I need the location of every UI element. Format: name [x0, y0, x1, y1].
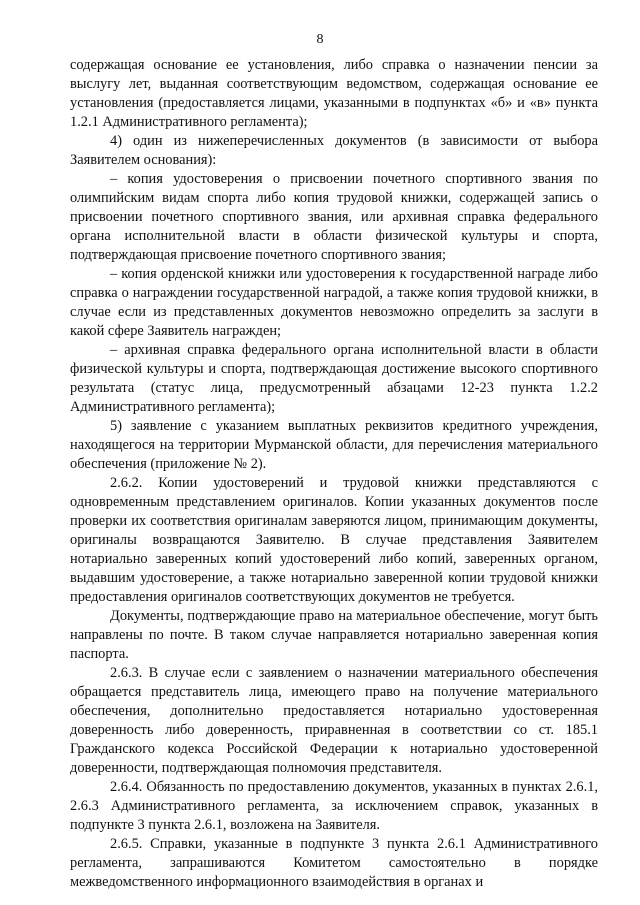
paragraph-pension-reference: содержащая основание ее установления, либо справка о назначении пенсии за выслугу лет, выданная соответствующим ведомством, содержащая основание ее установления (предоставляется лицами, указанными в подпунктах «б» и «в» пункта 1.2.1 Административного регламента); [70, 57, 598, 130]
paragraph-2-6-5: 2.6.5. Справки, указанные в подпункте 3 пункта 2.6.1 Административного регламента, запрашиваются Комитетом самостоятельно в порядке межведомственного информационного взаимодействия в органах и [70, 836, 598, 890]
paragraph-archive-certificate: – архивная справка федерального органа исполнительной власти в области физической культуры и спорта, подтверждающая достижение высокого спортивного результата (статус лица, предусмотренный абзацами 12-23 пункта 1.2.2 Административного регламента); [70, 342, 598, 415]
paragraph-order-book-copy: – копия орденской книжки или удостоверения к государственной награде либо справка о награждении государственной наградой, а также копия трудовой книжки, в случае если из представленных документов невозможно определить за заслуги в какой сфере Заявитель награжден; [70, 266, 598, 339]
paragraph-postal-documents: Документы, подтверждающие право на материальное обеспечение, могут быть направлены по почте. В таком случае направляется нотариально заверенная копия паспорта. [70, 608, 598, 662]
page-number: 8 [316, 32, 324, 47]
paragraph-item-4: 4) один из нижеперечисленных документов (в зависимости от выбора Заявителем основания): [70, 133, 598, 168]
document-body [70, 56, 598, 892]
paragraph-2-6-2: 2.6.2. Копии удостоверений и трудовой книжки представляются с одновременным представлением оригиналов. Копии указанных документов после проверки их соответствия оригиналам заверяются лицом, принимающим документы, оригиналы возвращаются Заявителю. В случае представления Заявителем нотариально заверенных копий удостоверений либо копий, заверенных органом, выдавшим удостоверение, а также нотариально заверенной копии трудовой книжки предоставления оригиналов соответствующих документов не требуется. [70, 475, 598, 605]
paragraph-2-6-3: 2.6.3. В случае если с заявлением о назначении материального обеспечения обращается представитель лица, имеющего право на получение материального обеспечения, дополнительно предоставляется нотариально удостоверенная доверенность либо доверенность, приравненная в соответствии со ст. 185.1 Гражданского кодекса Российской Федерации к нотариально удостоверенной доверенности, подтверждающая полномочия представителя. [70, 665, 598, 776]
paragraph-item-5: 5) заявление с указанием выплатных реквизитов кредитного учреждения, находящегося на территории Мурманской области, для перечисления материального обеспечения (приложение № 2). [70, 418, 598, 472]
paragraph-sport-title-copy: – копия удостоверения о присвоении почетного спортивного звания по олимпийским видам спорта либо копия трудовой книжки, содержащей запись о присвоении почетного спортивного звания, или архивная справка федерального органа исполнительной власти в области физической культуры и спорта, подтверждающая присвоение почетного спортивного звания; [70, 171, 598, 263]
paragraph-2-6-4: 2.6.4. Обязанность по предоставлению документов, указанных в пунктах 2.6.1, 2.6.3 Административного регламента, за исключением справок, указанных в подпункте 3 пункта 2.6.1, возложена на Заявителя. [70, 779, 598, 833]
